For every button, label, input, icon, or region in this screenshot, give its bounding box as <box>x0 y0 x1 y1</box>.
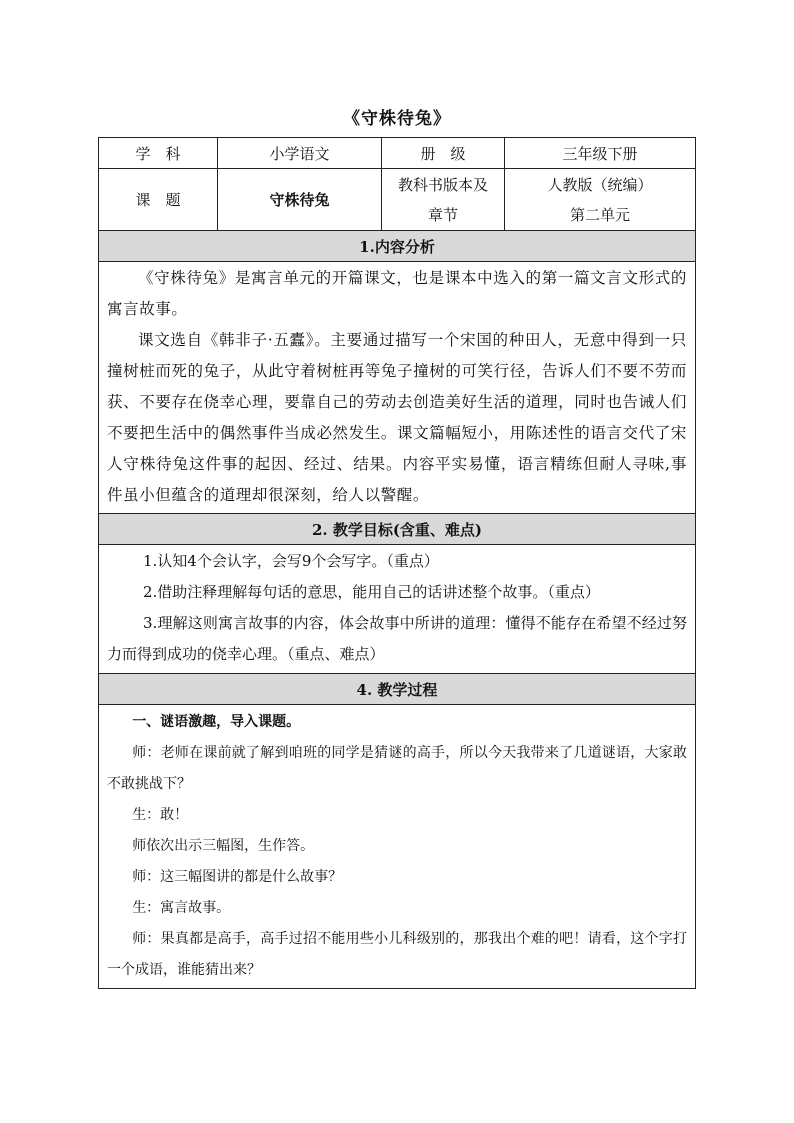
analysis-title: 1.内容分析 <box>99 231 696 262</box>
analysis-paragraph: 课文选自《韩非子·五蠹》。主要通过描写一个宋国的种田人，无意中得到一只撞树桩而死的兔子，从此守着树桩再等兔子撞树的可笑行径，告诉人们不要不劳而获、不要存在侥幸心理，要靠自己的劳动去创造美好生活的道理，同时也告诫人们不要把生活中的偶然事件当成必然发生。课文篇幅短小，用陈述性的语言交代了宋人守株待兔这件事的起因、经过、结果。内容平实易懂，语言精练但耐人寻味,事件虽小但蕴含的道理却很深刻，给人以警醒。 <box>107 331 687 504</box>
edition-label-line-2: 章节 <box>427 205 458 224</box>
page-title: 《守株待兔》 <box>343 109 451 129</box>
goal-item: 3.理解这则寓言故事的内容，体会故事中所讲的道理：懂得不能存在希望不经过努力而得到成功的侥幸心理。（重点、难点） <box>107 614 687 663</box>
process-step-heading: 一、谜语激趣，导入课题。 <box>132 714 301 730</box>
section-header-process <box>99 674 696 705</box>
edition-label <box>382 169 505 231</box>
process-line: 师：果真都是高手，高手过招不能用些小儿科级别的，那我出个难的吧！请看，这个字打一个成语，谁能猜出来？ <box>107 931 687 978</box>
process-line: 师依次出示三幅图，生作答。 <box>132 838 315 854</box>
analysis-paragraph: 《守株待兔》是寓言单元的开篇课文，也是课本中选入的第一篇文言文形式的寓言故事。 <box>107 269 687 318</box>
topic-value: 守株待兔 <box>218 169 382 231</box>
process-row <box>99 705 696 989</box>
goals-row <box>99 545 696 674</box>
goal-item: 1.认知4个会认字，会写9个会写字。（重点） <box>143 552 439 570</box>
topic-label: 课 题 <box>99 169 218 231</box>
process-line: 师：老师在课前就了解到咱班的同学是猜谜的高手，所以今天我带来了几道谜语，大家敢不敢挑战下？ <box>107 745 687 792</box>
info-row-topic <box>99 169 696 231</box>
edition-value <box>505 169 696 231</box>
process-line: 师：这三幅图讲的都是什么故事？ <box>132 869 343 885</box>
section-header-goals <box>99 514 696 545</box>
subject-value: 小学语文 <box>218 138 382 169</box>
process-line: 生：寓言故事。 <box>132 900 231 916</box>
goals-body <box>99 545 696 674</box>
volume-label: 册 级 <box>382 138 505 169</box>
analysis-body <box>99 262 696 514</box>
section-header-analysis <box>99 231 696 262</box>
goal-item: 2.借助注释理解每句话的意思，能用自己的话讲述整个故事。（重点） <box>143 583 600 601</box>
goals-title: 2. 教学目标(含重、难点) <box>99 514 696 545</box>
process-line: 生：敢！ <box>132 807 189 823</box>
info-row-subject <box>99 138 696 169</box>
process-body <box>99 705 696 989</box>
edition-value-line-1: 人教版（统编） <box>547 175 653 194</box>
analysis-row <box>99 262 696 514</box>
process-title: 4. 教学过程 <box>99 674 696 705</box>
edition-value-line-2: 第二单元 <box>569 205 630 224</box>
edition-label-line-1: 教科书版本及 <box>397 175 488 194</box>
lesson-plan-table <box>98 137 696 989</box>
volume-value: 三年级下册 <box>505 138 696 169</box>
subject-label: 学 科 <box>99 138 218 169</box>
